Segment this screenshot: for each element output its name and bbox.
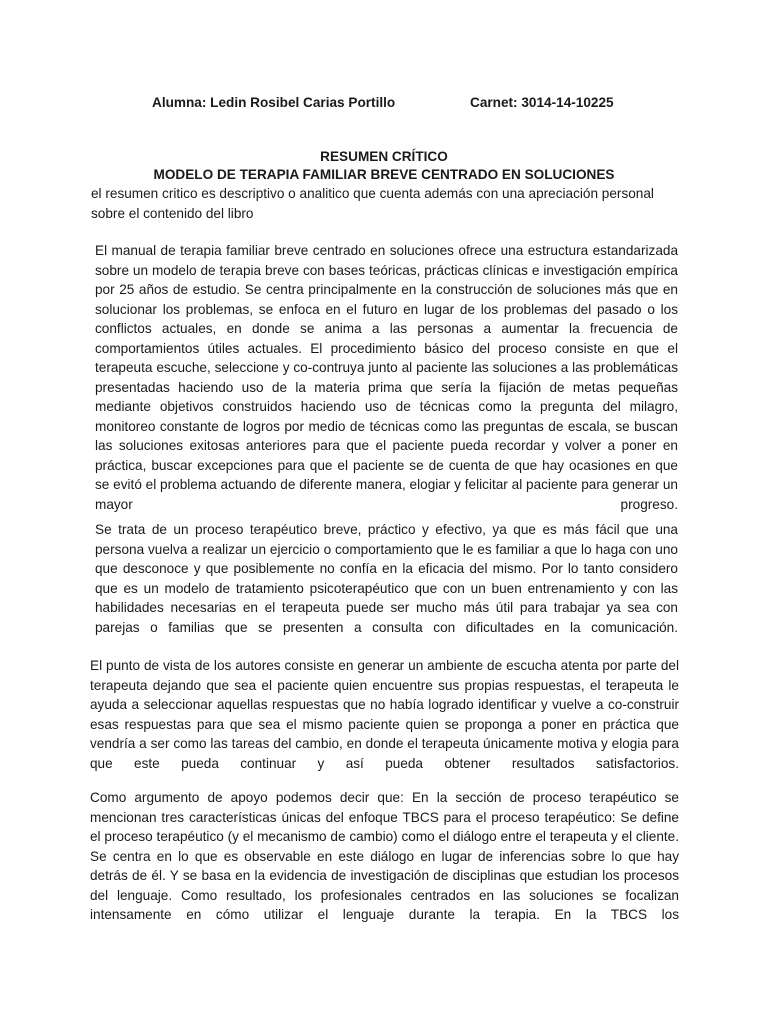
paragraph-3: El punto de vista de los autores consiste en generar un ambiente de escucha atenta por parte del terapeuta dejando que sea el paciente quien encuentre sus propias respuestas, el terapeuta le ayuda a seleccionar aquellas respuestas que no había logrado identificar y vuelve a co-construir esas respuestas para que sea el mismo paciente quien se proponga a poner en práctica que vendría a ser como las tareas del cambio, en donde el terapeuta únicamente motiva y elogia para que este pueda continuar y así pueda obtener resultados satisfactorios.: [90, 658, 679, 771]
paragraph-1: El manual de terapia familiar breve centrado en soluciones ofrece una estructura estandarizada sobre un modelo de terapia breve con bases teóricas, prácticas clínicas e investigación empírica por 25 años de estudio. Se centra principalmente en la construcción de soluciones más que en solucionar los problemas, se enfoca en el futuro en lugar de los problemas del pasado o los conflictos actuales, en donde se anima a las personas a aumentar la frecuencia de comportamientos útiles actuales. El procedimiento básico del proceso consiste en que el terapeuta escuche, seleccione y co-contruya junto al paciente las soluciones a las problemáticas presentadas haciendo uso de la materia prima que sería la fijación de metas pequeñas mediante objetivos construidos haciendo uso de técnicas como la pregunta del milagro, monitoreo constante de logros por medio de técnicas como las preguntas de escala, se buscan las soluciones exitosas anteriores para que el paciente pueda recordar y volver a poner en práctica, buscar excepciones para que el paciente se de cuenta de que hay ocasiones en que se evitó el problema actuando de diferente manera, elogiar y felicitar al paciente para generar un mayor progreso.: [95, 243, 678, 512]
intro-text: el resumen critico es descriptivo o analitico que cuenta además con una apreciación personal sobre el contenido del libro: [91, 186, 654, 221]
document-title: RESUMEN CRÍTICO: [320, 149, 448, 164]
document-subtitle: MODELO DE TERAPIA FAMILIAR BREVE CENTRADO EN SOLUCIONES: [153, 167, 615, 182]
paragraph-2: Se trata de un proceso terapéutico breve, práctico y efectivo, ya que es más fácil que una persona vuelva a realizar un ejercicio o comportamiento que le es familiar a que lo haga con uno que desconoce y que posiblemente no confía en la eficacia del mismo. Por lo tanto considero que es un modelo de tratamiento psicoterapéutico que con un buen entrenamiento y con las habilidades necesarias en el terapeuta puede ser mucho más útil para trabajar ya sea con parejas o familias que se presenten a consulta con dificultades en la comunicación.: [95, 522, 678, 635]
document-header: [0, 93, 768, 113]
student-carnet: Carnet: 3014-14-10225: [470, 95, 614, 110]
document-titles: [0, 148, 768, 184]
student-name: Alumna: Ledin Rosibel Carias Portillo: [152, 95, 396, 110]
paragraph-4: Como argumento de apoyo podemos decir que: En la sección de proceso terapéutico se mencionan tres características únicas del enfoque TBCS para el proceso terapéutico: Se define el proceso terapéutico (y el mecanismo de cambio) como el diálogo entre el terapeuta y el cliente. Se centra en lo que es observable en este diálogo en lugar de inferencias sobre lo que hay detrás de él. Y se basa en la evidencia de investigación de disciplinas que estudian los procesos del lenguaje. Como resultado, los profesionales centrados en las soluciones se focalizan intensamente en cómo utilizar el lenguaje durante la terapia. En la TBCS los: [90, 790, 679, 922]
